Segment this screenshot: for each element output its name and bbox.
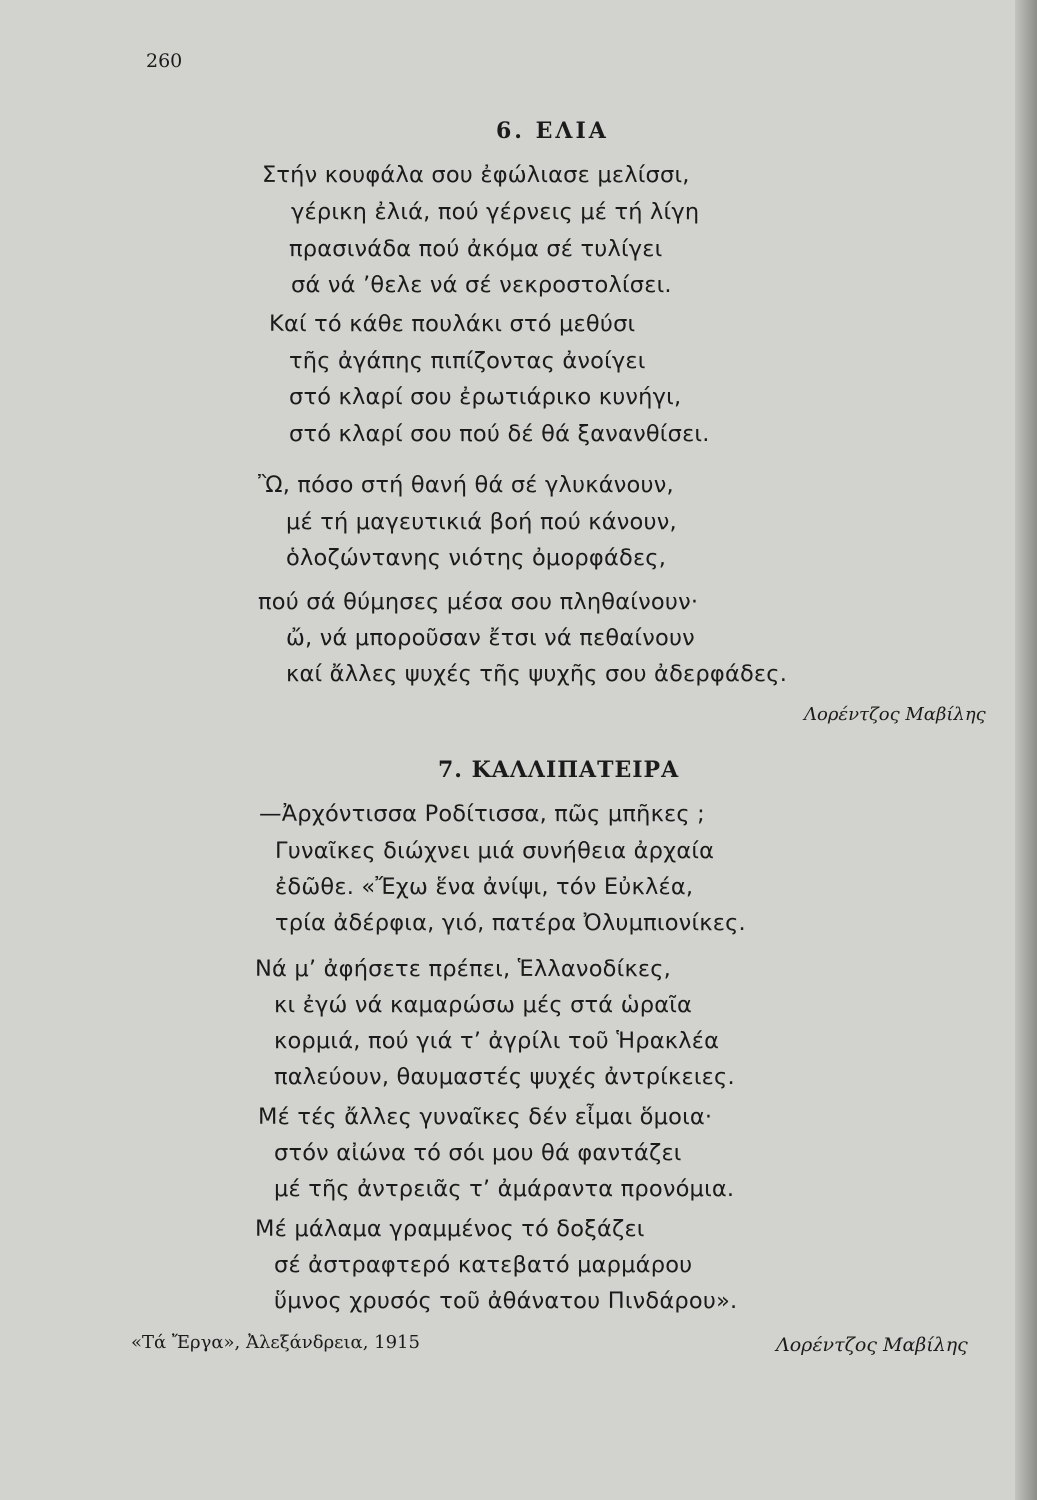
poem-line: Μέ μάλαμα γραμμένος τό δοξάζει [255,1216,645,1242]
poem-title: 6. ΕΛΙΑ [496,118,609,144]
poem-line: ἐδῶθε. «Ἔχω ἕνα ἀνίψι, τόν Εὐκλέα, [275,874,694,900]
poem-line: Ὢ, πόσο στή θανή θά σέ γλυκάνουν, [258,472,674,498]
poem-line: παλεύουν, θαυμαστές ψυχές ἀντρίκειες. [274,1064,735,1090]
page-number: 260 [146,50,183,72]
poem-line: Μέ τές ἄλλες γυναῖκες δέν εἶμαι ὅμοια· [258,1104,713,1130]
poem-line: τρία ἀδέρφια, γιό, πατέρα Ὀλυμπιονίκες. [275,910,746,936]
poem-line: ὕμνος χρυσός τοῦ ἀθάνατου Πινδάρου». [274,1288,738,1314]
poem-line: μέ τῆς ἀντρειᾶς τ’ ἀμάραντα προνόμια. [274,1176,735,1202]
poem-signature: Λορέντζος Μαβίλης [804,704,986,725]
poem-line: ὁλοζώντανης νιότης ὀμορφάδες, [286,545,667,571]
poem-line: Στήν κουφάλα σου ἐφώλιασε μελίσσι, [262,162,690,188]
poem-line: —Ἀρχόντισσα Ροδίτισσα, πῶς μπῆκες ; [259,801,705,827]
poem-title: 7. ΚΑΛΛΙΠΑΤΕΙΡΑ [438,757,680,783]
poem-line: γέρικη ἐλιά, πού γέρνεις μέ τή λίγη [291,199,700,225]
poem-line: καί ἄλλες ψυχές τῆς ψυχῆς σου ἀδερφάδες. [286,661,788,687]
poem-line: στό κλαρί σου πού δέ θά ξανανθίσει. [289,421,710,447]
poem-line: στόν αἰώνα τό σόι μου θά φαντάζει [274,1140,682,1166]
source-citation: «Τά Ἔργα», Ἀλεξάνδρεια, 1915 [131,1332,420,1353]
poem-line: σέ ἀστραφτερό κατεβατό μαρμάρου [274,1252,693,1278]
poem-line: Γυναῖκες διώχνει μιά συνήθεια ἀρχαία [275,838,715,864]
poem-line: μέ τή μαγευτικιά βοή πού κάνουν, [286,509,677,535]
poem-line: ὤ, νά μποροῦσαν ἔτσι νά πεθαίνουν [286,625,695,651]
book-spine-shadow [1015,0,1037,1500]
poem-line: στό κλαρί σου ἐρωτιάρικο κυνήγι, [289,384,682,410]
poem-line: πρασινάδα πού ἀκόμα σέ τυλίγει [289,236,663,262]
poem-signature: Λορέντζος Μαβίλης [776,1334,968,1356]
poem-line: Νά μ’ ἀφήσετε πρέπει, Ἑλλανοδίκες, [255,956,672,982]
poem-line: τῆς ἀγάπης πιπίζοντας ἀνοίγει [289,348,646,374]
poem-line: κορμιά, πού γιά τ’ ἀγρίλι τοῦ Ἡρακλέα [274,1028,720,1054]
poem-line: κι ἐγώ νά καμαρώσω μές στά ὡραῖα [274,992,693,1018]
poem-line: πού σά θύμησες μέσα σου πληθαίνουν· [258,589,699,615]
poem-line: Καί τό κάθε πουλάκι στό μεθύσι [269,311,636,337]
poem-line: σά νά ’θελε νά σέ νεκροστολίσει. [291,272,672,298]
